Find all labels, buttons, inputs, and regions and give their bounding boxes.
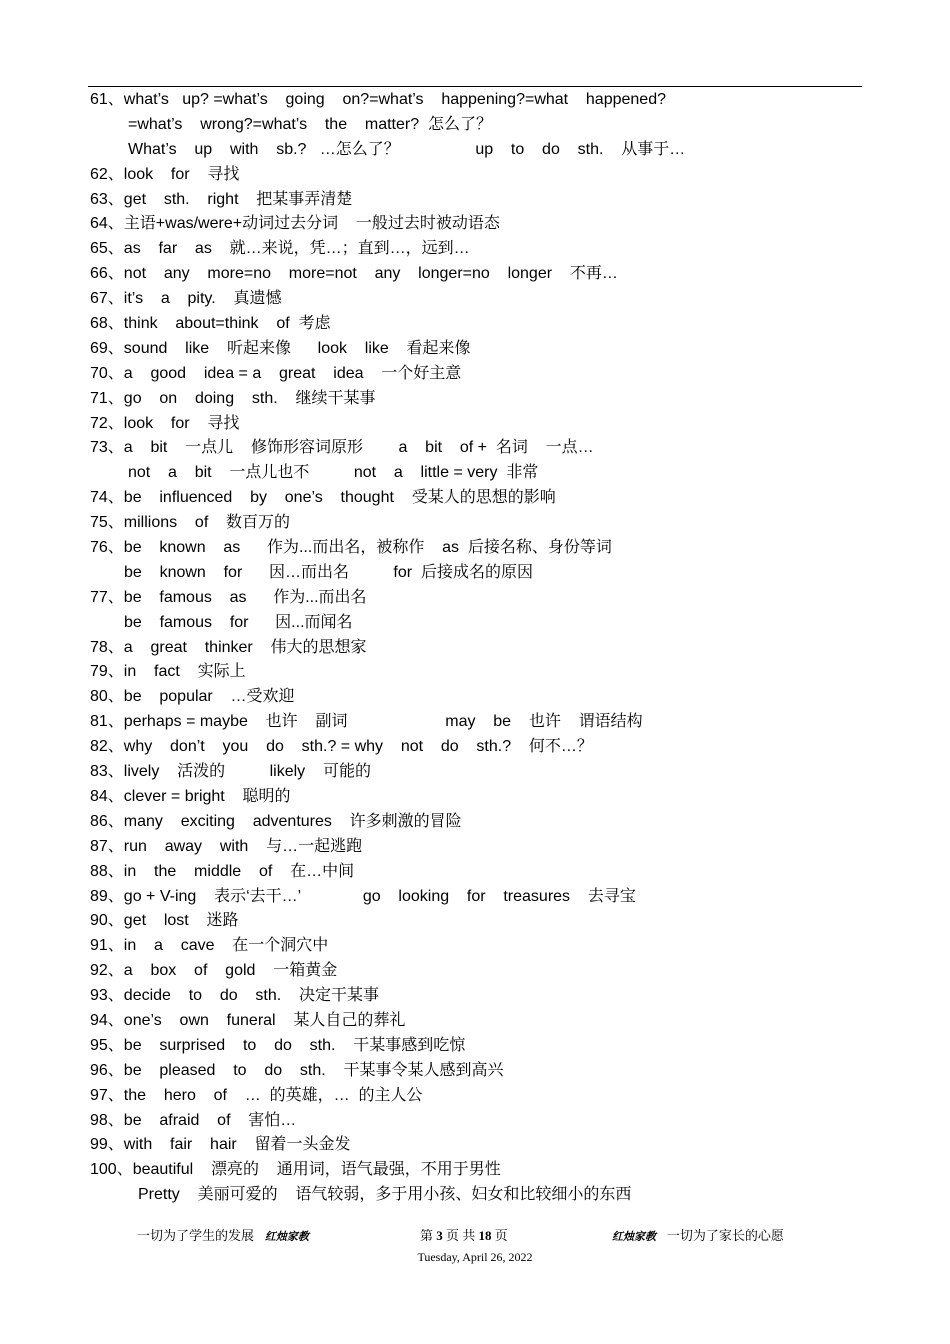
- list-item: 67、it’s a pity. 真遗憾: [90, 290, 282, 308]
- list-item: 79、in fact 实际上: [90, 663, 246, 681]
- page-number: [420, 1226, 508, 1246]
- page-suffix: 页: [494, 1228, 508, 1243]
- list-item-continuation: be known for 因…而出名 for 后接成名的原因: [124, 563, 533, 581]
- list-item-continuation: not a bit 一点儿也不 not a little = very 非常: [128, 464, 539, 482]
- list-item: 61、what’s up? =what’s going on?=what’s happening?=what happened?: [90, 91, 666, 108]
- list-item-continuation: What’s up with sb.? …怎么了？ up to do sth. 从事于…: [128, 140, 686, 158]
- page-prefix: 第: [420, 1228, 434, 1243]
- footer-right: [612, 1226, 784, 1247]
- list-item: 89、go + V-ing 表示‘去干…’ go looking for treasures 去寻宝: [90, 887, 636, 905]
- list-item: 77、be famous as 作为...而出名: [90, 588, 367, 606]
- vocabulary-list: [90, 88, 880, 1208]
- list-item: 83、lively 活泼的 likely 可能的: [90, 763, 371, 781]
- list-item-continuation: =what’s wrong?=what’s the matter? 怎么了？: [128, 115, 493, 133]
- list-item: 91、in a cave 在一个洞穴中: [90, 937, 329, 955]
- list-item: 82、why don’t you do sth.? = why not do sth.? 何不…？: [90, 738, 593, 756]
- list-item: 65、as far as 就…来说，凭…；直到…，远到…: [90, 240, 470, 258]
- list-item: 87、run away with 与…一起逃跑: [90, 837, 363, 855]
- list-item: 71、go on doing sth. 继续干某事: [90, 389, 376, 407]
- list-item: 69、sound like 听起来像 look like 看起来像: [90, 339, 471, 357]
- list-item: 75、millions of 数百万的: [90, 514, 291, 532]
- list-item: 99、with fair hair 留着一头金发: [90, 1136, 351, 1154]
- list-item: 80、be popular …受欢迎: [90, 688, 295, 706]
- footer-left-slogan: 一切为了学生的发展: [137, 1228, 255, 1243]
- list-item: 74、be influenced by one’s thought 受某人的思想的影响: [90, 489, 556, 507]
- list-item: 98、be afraid of 害怕…: [90, 1111, 297, 1129]
- list-item: 64、主语+was/were+动词过去分词 一般过去时被动语态: [90, 215, 500, 233]
- list-item: 66、not any more=no more=not any longer=no longer 不再…: [90, 265, 618, 283]
- list-item: 96、be pleased to do sth. 干某事令某人感到高兴: [90, 1061, 504, 1079]
- list-item: 84、clever = bright 聪明的: [90, 787, 291, 805]
- list-item-continuation: be famous for 因...而闻名: [124, 613, 353, 631]
- list-item: 70、a good idea = a great idea 一个好主意: [90, 364, 462, 382]
- list-item: 95、be surprised to do sth. 干某事感到吃惊: [90, 1036, 466, 1054]
- list-item: 93、decide to do sth. 决定干某事: [90, 987, 380, 1005]
- header-rule: [88, 86, 862, 87]
- page-middle: 页 共: [446, 1228, 476, 1243]
- list-item: 86、many exciting adventures 许多刺激的冒险: [90, 812, 462, 830]
- list-item: 100、beautiful 漂亮的 通用词，语气最强，不用于男性: [90, 1161, 501, 1179]
- list-item: 90、get lost 迷路: [90, 912, 239, 930]
- list-item: 73、a bit 一点儿 修饰形容词原形 a bit of + 名词 一点…: [90, 439, 594, 457]
- footer-right-slogan: 一切为了家长的心愿: [666, 1228, 784, 1243]
- footer-date: Tuesday, April 26, 2022: [417, 1250, 533, 1264]
- list-item: 94、one’s own funeral 某人自己的葬礼: [90, 1011, 406, 1029]
- footer-left: [137, 1226, 309, 1247]
- list-item: 81、perhaps = maybe 也许 副词 may be 也许 谓语结构: [90, 713, 643, 731]
- list-item: 76、be known as 作为...而出名，被称作 as 后接名称、身份等词: [90, 539, 612, 557]
- list-item: 63、get sth. right 把某事弄清楚: [90, 190, 353, 208]
- list-item: 92、a box of gold 一箱黄金: [90, 962, 338, 980]
- list-item: 72、look for 寻找: [90, 414, 240, 432]
- list-item: 62、look for 寻找: [90, 165, 240, 183]
- footer-brand-right: 红烛家教: [612, 1230, 656, 1243]
- current-page: 3: [436, 1228, 443, 1243]
- page-footer: [0, 1226, 950, 1246]
- list-item-continuation: Pretty 美丽可爱的 语气较弱，多于用小孩、妇女和比较细小的东西: [138, 1186, 632, 1204]
- footer-brand-left: 红烛家教: [264, 1230, 309, 1243]
- list-item: 88、in the middle of 在…中间: [90, 862, 355, 880]
- list-item: 68、think about=think of 考虑: [90, 315, 331, 333]
- list-item: 97、the hero of … 的英雄，… 的主人公: [90, 1086, 423, 1104]
- total-pages: 18: [478, 1228, 492, 1243]
- list-item: 78、a great thinker 伟大的思想家: [90, 638, 367, 656]
